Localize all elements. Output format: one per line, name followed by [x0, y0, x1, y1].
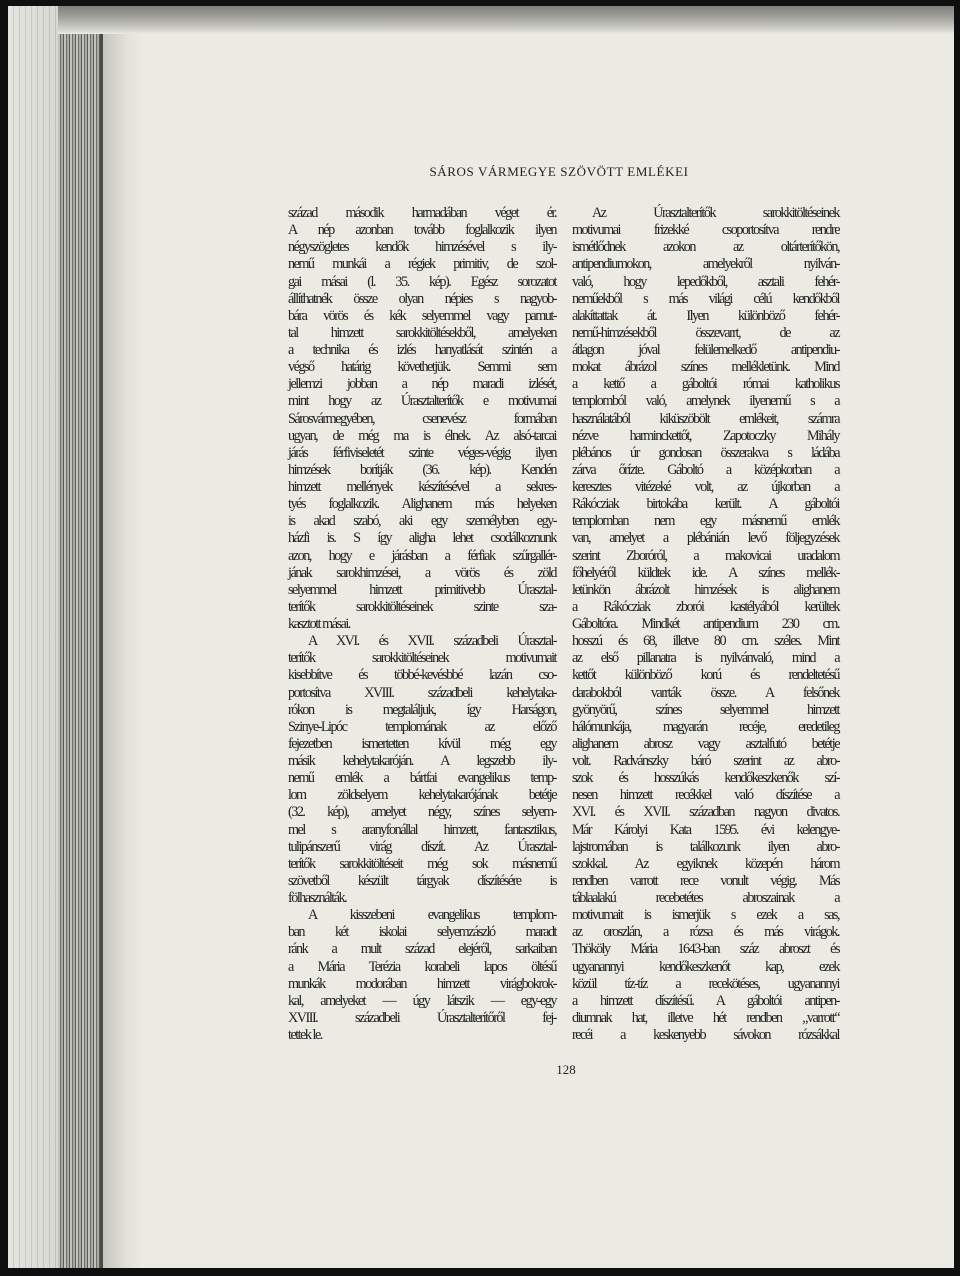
text-line: mint hogy az Úrasztalterítők e motivumai: [288, 393, 556, 410]
text-line: ismétlődnek azokon az oltárterítőkön,: [572, 239, 839, 256]
text-line: a Rákócziak zborói kastélyából kerültek: [572, 598, 839, 615]
text-line: bára vörös és kék selyemmel vagy pamut-: [288, 307, 556, 324]
paragraph: [572, 205, 839, 1044]
text-line: a technika és izlés hanyatlását szintén a: [288, 342, 556, 358]
text-line: himzések borítják (36. kép). Kendén: [288, 461, 556, 478]
text-line: főhelyéről küldtek ide. A színes mellék-: [572, 564, 839, 581]
text-line: házfi is. S így aligha lehet csodálkoznunk: [288, 530, 556, 547]
text-line: Rákócziak birtokába került. A gáboltói: [572, 496, 839, 513]
text-line: lajstromában is találkozunk ilyen abro-: [572, 838, 839, 855]
text-line: A kisszebeni evangelikus templom-: [308, 907, 556, 924]
text-line: templomból való, amelynek ilyenemű s a: [572, 393, 839, 410]
text-line: négyszögletes kendők himzésével s ily-: [288, 239, 556, 256]
text-line: is akad szabó, aki egy személyben egy-: [288, 513, 556, 530]
text-line: a kettő a gáboltói római katholikus: [572, 376, 839, 393]
text-line: hálómunkája, magyarán recéje, eredetileg: [572, 718, 839, 735]
text-line: tulipánszerű virág díszít. Az Úrasztal-: [288, 838, 556, 855]
text-line: XVI. és XVII. században nagyon divatos.: [572, 804, 839, 821]
text-line: terítők sarokkitöltéseit még sok másnemű: [288, 855, 556, 872]
text-line: használatából kiküszöbölt emlékeit, számra: [572, 410, 839, 427]
text-line: antipendiumokon, amelyekről nyilván-: [572, 256, 839, 273]
text-line: terítők sarokkitöltéseinek szinte sza-: [288, 598, 556, 615]
text-line: ban két iskolai selyemzászló maradt: [288, 924, 556, 941]
text-line: gai másai (l. 35. kép). Egész sorozatot: [288, 273, 556, 290]
text-line: végső határig követhetjük. Semmi sem: [288, 359, 556, 376]
text-line: letünkön ábrázolt himzések is alighanem: [572, 581, 839, 598]
text-line: nemű-himzésekből összevarrt, de az: [572, 324, 839, 341]
text-line: A nép azonban tovább foglalkozik ilyen: [288, 222, 556, 239]
text-line: jellemzi jobban a nép maradi izlését,: [288, 376, 556, 393]
right-column: [572, 205, 839, 1044]
text-line: ugyanannyi kendőkeszkenőt kap, ezek: [572, 958, 839, 975]
text-line: templomban nem egy másnemű emlék: [572, 513, 839, 530]
text-line: szokkal. Az egyiknek közepén három: [572, 855, 839, 872]
text-line: motivumai frizekké csoportosítva rendre: [572, 222, 839, 239]
text-line: jának sarokhimzései, a vörös és zöld: [288, 564, 556, 581]
text-line: volt. Radvánszky báró szerint az abro-: [572, 753, 839, 769]
text-line: XVIII. századbeli Úrasztalterítőről fej-: [288, 1009, 556, 1026]
text-line: portosítva XVIII. századbeli kehelytaka-: [288, 684, 556, 701]
text-line: század második harmadában véget ér.: [288, 205, 556, 221]
text-line: Sárosvármegyében, csenevész formában: [288, 410, 556, 427]
text-line: Az Úrasztalterítők sarokkitöltéseinek: [592, 205, 839, 221]
text-line: motivumait is ismerjük s ezek a sas,: [572, 907, 839, 924]
text-line: keresztes vitézeké volt, az újkorban a: [572, 479, 839, 495]
text-line: himzett mellények készítésével a sekres-: [288, 479, 556, 495]
paragraph: [288, 633, 556, 907]
paragraph: [288, 205, 556, 633]
text-line: Már Károlyi Kata 1595. évi kelengye-: [572, 821, 839, 838]
text-line: nesen himzett recékkel való díszítése a: [572, 787, 839, 804]
text-line: munkák modorában himzett virágbokrok-: [288, 975, 556, 992]
text-line: azon, hogy e járásban a férfiak szűrgallér-: [288, 547, 556, 564]
text-line: a Mária Terézia korabeli lapos öltésű: [288, 958, 556, 975]
text-line: másik kehelytakaróján. A legszebb ily-: [288, 753, 556, 769]
text-line: zárva őrízte. Gáboltó a középkorban a: [572, 461, 839, 478]
text-line: kal, amelyeket — úgy látszik — egy-egy: [288, 992, 556, 1009]
text-line: állíthatnék össze olyan népies s nagyob-: [288, 290, 556, 307]
text-line: Gáboltóra. Mindkét antipendium 230 cm.: [572, 616, 839, 632]
text-line: Szinye-Lipóc templomának az előző: [288, 718, 556, 735]
text-line: ránk a mult század elejéről, sarkaiban: [288, 941, 556, 958]
text-line: való, hogy lepedőkből, asztali fehér-: [572, 273, 839, 290]
page-number: 128: [556, 1062, 576, 1077]
text-line: tettek le.: [288, 1027, 322, 1043]
binding-edge-line: [100, 6, 103, 1268]
text-line: közül tíz-tíz a recekötéses, ugyanannyi: [572, 975, 839, 992]
text-line: járás férfiviseletét szinte véges-végig ilyen: [288, 444, 556, 461]
text-line: nézve harminckettőt, Zapotoczky Mihály: [572, 427, 839, 444]
text-line: diumnak hat, illetve hét rendben „varrott“: [572, 1009, 839, 1026]
text-line: a himzett díszítésű. A gáboltói antipen-: [572, 992, 839, 1009]
paragraph: [288, 907, 556, 1044]
text-line: az oroszlán, a rózsa és más virágok.: [572, 924, 839, 941]
text-line: mel s aranyfonállal himzett, fantasztikus,: [288, 821, 556, 838]
text-line: neműekből s más világi célú kendőkből: [572, 290, 839, 307]
text-line: rókon is megtaláljuk, így Harságon,: [288, 701, 556, 718]
text-line: tal himzett sarokkitöltésekből, amelyeken: [288, 324, 556, 341]
text-line: nemű munkái a régiek primitiv, de szol-: [288, 256, 556, 273]
text-line: darabokból varrták össze. A felsőnek: [572, 684, 839, 701]
text-line: kettőt különböző korú és rendeltetésű: [572, 667, 839, 684]
text-line: nemű emlék a bártfai evangelikus temp-: [288, 770, 556, 787]
text-line: szerint Zboróról, a makovicai uradalom: [572, 547, 839, 564]
text-line: hosszú és 68, illetve 80 cm. széles. Mint: [572, 633, 839, 650]
text-line: az első pillanatra is nyilvánvaló, mind a: [572, 650, 839, 667]
text-line: kasztott másai.: [288, 616, 350, 632]
text-line: fölhasználták.: [288, 890, 347, 906]
text-line: recéi a keskenyebb sávokon rózsákkal: [572, 1027, 839, 1043]
text-line: fejezetben ismertetten kívül még egy: [288, 735, 556, 752]
text-line: táblaalakú recebetétes abroszainak a: [572, 890, 839, 906]
text-line: plébános úr gondosan összerakva s ládába: [572, 444, 839, 461]
text-line: alakíttattak át. Ilyen különböző fehér-: [572, 307, 839, 324]
text-line: rendben varrott rece vonult végig. Más: [572, 872, 839, 889]
top-edge-shadow: [58, 6, 954, 34]
text-line: van, amelyet a plébánián levő följegyzések: [572, 530, 839, 547]
text-line: terítők sarokkitöltéseinek motivumait: [288, 650, 556, 667]
gutter-shadow: [102, 6, 142, 1268]
text-line: Thököly Mária 1643-ban száz abroszt és: [572, 941, 839, 958]
text-line: tyés foglalkozik. Alighanem más helyeken: [288, 496, 556, 513]
text-line: átlagon jóval felülemelkedő antipendiu-: [572, 342, 839, 358]
text-line: ugyan, de még ma is élnek. Az alsó-tarcai: [288, 427, 556, 444]
text-line: lom zöldselyem kehelytakarójának betétje: [288, 787, 556, 804]
running-title: SÁROS VÁRMEGYE SZÖVÖTT EMLÉKEI: [429, 164, 689, 179]
left-column: [288, 205, 556, 1044]
text-line: szövetből készült tárgyak díszítésére is: [288, 872, 556, 889]
text-line: (32. kép), amelyet négy, színes selyem-: [288, 804, 556, 821]
page-edges-stack: [58, 6, 102, 1268]
text-line: gyönyörű, színes selyemmel himzett: [572, 701, 839, 718]
page-edges-light: [8, 6, 58, 1268]
text-line: mokat ábrázol színes mellékletünk. Mind: [572, 359, 839, 376]
text-line: selyemmel himzett primitivebb Úrasztal-: [288, 581, 556, 598]
text-line: szok és hosszúkás kendőkeszkenők szí-: [572, 770, 839, 787]
text-line: alighanem abrosz vagy asztalfutó betétje: [572, 735, 839, 752]
text-line: A XVI. és XVII. századbeli Úrasztal-: [308, 633, 556, 650]
text-line: kisebbítve és többé-kevésbbé lazán cso-: [288, 667, 556, 684]
